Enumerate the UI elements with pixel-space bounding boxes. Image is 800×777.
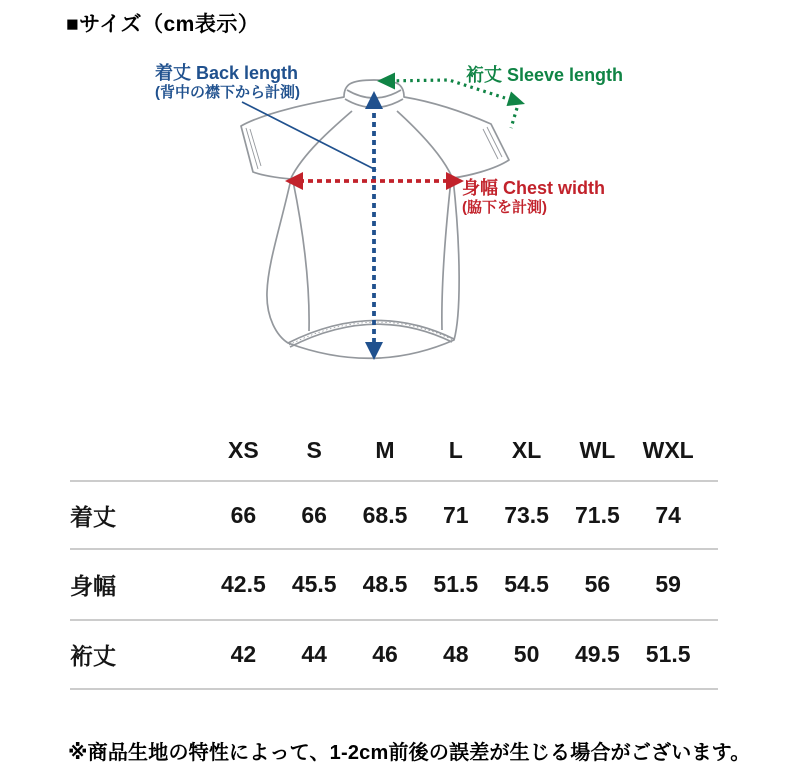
size-value: 50 bbox=[513, 641, 540, 667]
size-value: 74 bbox=[655, 501, 681, 528]
size-value: 48 bbox=[442, 641, 469, 667]
row-label: 裄丈 bbox=[70, 643, 116, 669]
size-value: 49.5 bbox=[575, 641, 620, 667]
size-value: 51.5 bbox=[433, 571, 479, 597]
size-value: 59 bbox=[655, 571, 681, 597]
row-label: 着丈 bbox=[70, 503, 116, 530]
size-value: 42 bbox=[230, 641, 257, 667]
chest-width-label bbox=[462, 178, 605, 217]
row-label: 身幅 bbox=[70, 573, 116, 599]
size-col-header-wxl: WXL bbox=[642, 436, 694, 463]
size-value: 66 bbox=[301, 501, 327, 528]
size-value: 45.5 bbox=[291, 571, 337, 597]
size-value: 71.5 bbox=[575, 501, 620, 528]
size-value: 71 bbox=[442, 501, 469, 528]
size-value: 42.5 bbox=[221, 571, 266, 597]
footnote: ※商品生地の特性によって、1-2cm前後の誤差が生じる場合がございます。 bbox=[68, 742, 751, 764]
size-table-row-back-length bbox=[70, 480, 718, 548]
sleeve-length-label: 裄丈 Sleeve length bbox=[466, 65, 624, 85]
size-col-header-xs: XS bbox=[228, 436, 259, 463]
size-table-header-row bbox=[70, 420, 718, 480]
size-table bbox=[70, 420, 718, 690]
back-length-note-text: (背中の襟下から計測) bbox=[155, 84, 300, 102]
chest-width-label-text: 身幅 Chest width bbox=[462, 178, 605, 198]
back-length-label bbox=[155, 63, 300, 102]
size-col-header-xl: XL bbox=[511, 436, 542, 463]
size-col-header-wl: WL bbox=[579, 436, 616, 463]
size-value: 73.5 bbox=[504, 501, 549, 528]
back-length-label-text: 着丈 Back length bbox=[155, 63, 299, 83]
size-value: 51.5 bbox=[645, 641, 691, 667]
size-value: 68.5 bbox=[362, 501, 408, 528]
sleeve-length-arrowhead-cuff bbox=[507, 92, 526, 107]
page-title: ■サイズ（cm表示） bbox=[66, 13, 260, 36]
size-value: 56 bbox=[584, 571, 611, 597]
size-value: 46 bbox=[372, 641, 398, 667]
size-col-header-s: S bbox=[306, 436, 322, 463]
size-value: 54.5 bbox=[504, 571, 549, 597]
size-col-header-m: M bbox=[375, 436, 395, 463]
size-value: 48.5 bbox=[362, 571, 408, 597]
size-value: 44 bbox=[301, 641, 327, 667]
size-value: 66 bbox=[230, 501, 257, 528]
chest-width-note-text: (脇下を計測) bbox=[462, 199, 547, 217]
size-col-header-l: L bbox=[448, 436, 463, 463]
size-table-row-sleeve-length bbox=[70, 619, 718, 690]
size-table-row-chest-width bbox=[70, 548, 718, 619]
